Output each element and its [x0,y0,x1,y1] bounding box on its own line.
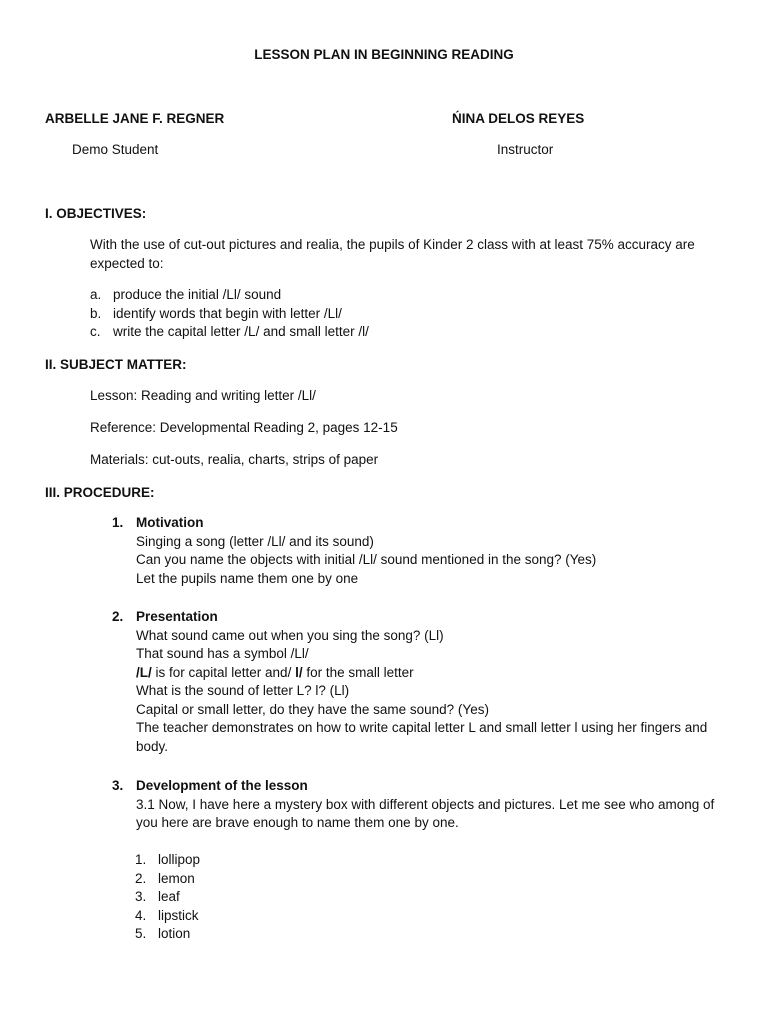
list-item [135,888,200,907]
student-role: Demo Student [72,142,159,157]
instructor-role: Instructor [497,142,554,157]
presentation-line: The teacher demonstrates on how to write capital letter L and small letter l using her fingers and body. [136,720,708,754]
list-marker: 3. [135,889,147,904]
list-item [135,925,200,944]
motivation-title: Motivation [136,515,204,530]
development-title: Development of the lesson [136,778,308,793]
presentation-line: What is the sound of letter L? l? (Ll) [136,683,350,698]
list-item [135,851,200,870]
list-marker: b. [90,305,102,321]
list-marker: 4. [135,907,147,923]
subject-matter-heading: II. SUBJECT MATTER: [45,357,187,372]
student-name: ARBELLE JANE F. REGNER [45,111,225,126]
objectives-heading: I. OBJECTIVES: [45,206,147,221]
presentation-text: is for capital letter and/ [151,664,296,680]
presentation-line: That sound has a symbol /Ll/ [136,646,309,661]
presentation-title: Presentation [136,609,218,624]
list-text: lemon [158,870,195,886]
list-item [90,323,369,342]
capital-letter-symbol: /L/ [136,664,152,680]
list-marker: 2. [135,870,147,886]
presentation-line: Capital or small letter, do they have the same sound? (Yes) [136,701,489,717]
mystery-box-list [135,851,200,944]
materials-line: Materials: cut-outs, realia, charts, strips of paper [90,452,379,467]
list-marker: c. [90,324,101,339]
presentation-text: for the small letter [302,664,414,680]
development-section [112,777,732,833]
motivation-section [112,514,732,588]
motivation-line: Singing a song (letter /Ll/ and its sound) [136,533,374,549]
list-item [135,870,200,889]
objectives-list [90,286,369,342]
list-text: lotion [158,926,191,941]
list-marker: 1. [135,852,147,867]
presentation-section [112,608,732,756]
motivation-line: Can you name the objects with initial /Ll/ sound mentioned in the song? (Yes) [136,552,597,567]
list-text: identify words that begin with letter /Ll/ [113,305,342,321]
list-item [90,305,369,324]
list-text: lollipop [158,852,201,867]
motivation-number: 1. [112,515,124,530]
document-title: LESSON PLAN IN BEGINNING READING [254,47,514,62]
presentation-line: What sound came out when you sing the song? (Ll) [136,627,444,643]
development-number: 3. [112,778,124,793]
list-marker: 5. [135,926,147,941]
presentation-line [136,664,732,683]
motivation-line: Let the pupils name them one by one [136,570,359,586]
reference-line: Reference: Developmental Reading 2, pages 12-15 [90,420,398,435]
list-text: lipstick [158,907,199,923]
list-item [90,286,369,305]
list-text: write the capital letter /L/ and small letter /l/ [113,324,369,339]
list-text: produce the initial /Ll/ sound [113,287,282,302]
list-marker: a. [90,287,102,302]
instructor-name: ŃINA DELOS REYES [452,111,585,126]
list-item [135,907,200,926]
list-text: leaf [158,889,180,904]
development-text: 3.1 Now, I have here a mystery box with different objects and pictures. Let me see who among of you here are brave enough to name them one by one. [136,796,715,830]
procedure-heading: III. PROCEDURE: [45,485,155,500]
presentation-number: 2. [112,609,124,624]
lesson-line: Lesson: Reading and writing letter /Ll/ [90,388,316,403]
small-letter-symbol: l/ [295,664,303,680]
objectives-intro: With the use of cut-out pictures and realia, the pupils of Kinder 2 class with at least 75% accuracy are expected to: [90,237,695,271]
